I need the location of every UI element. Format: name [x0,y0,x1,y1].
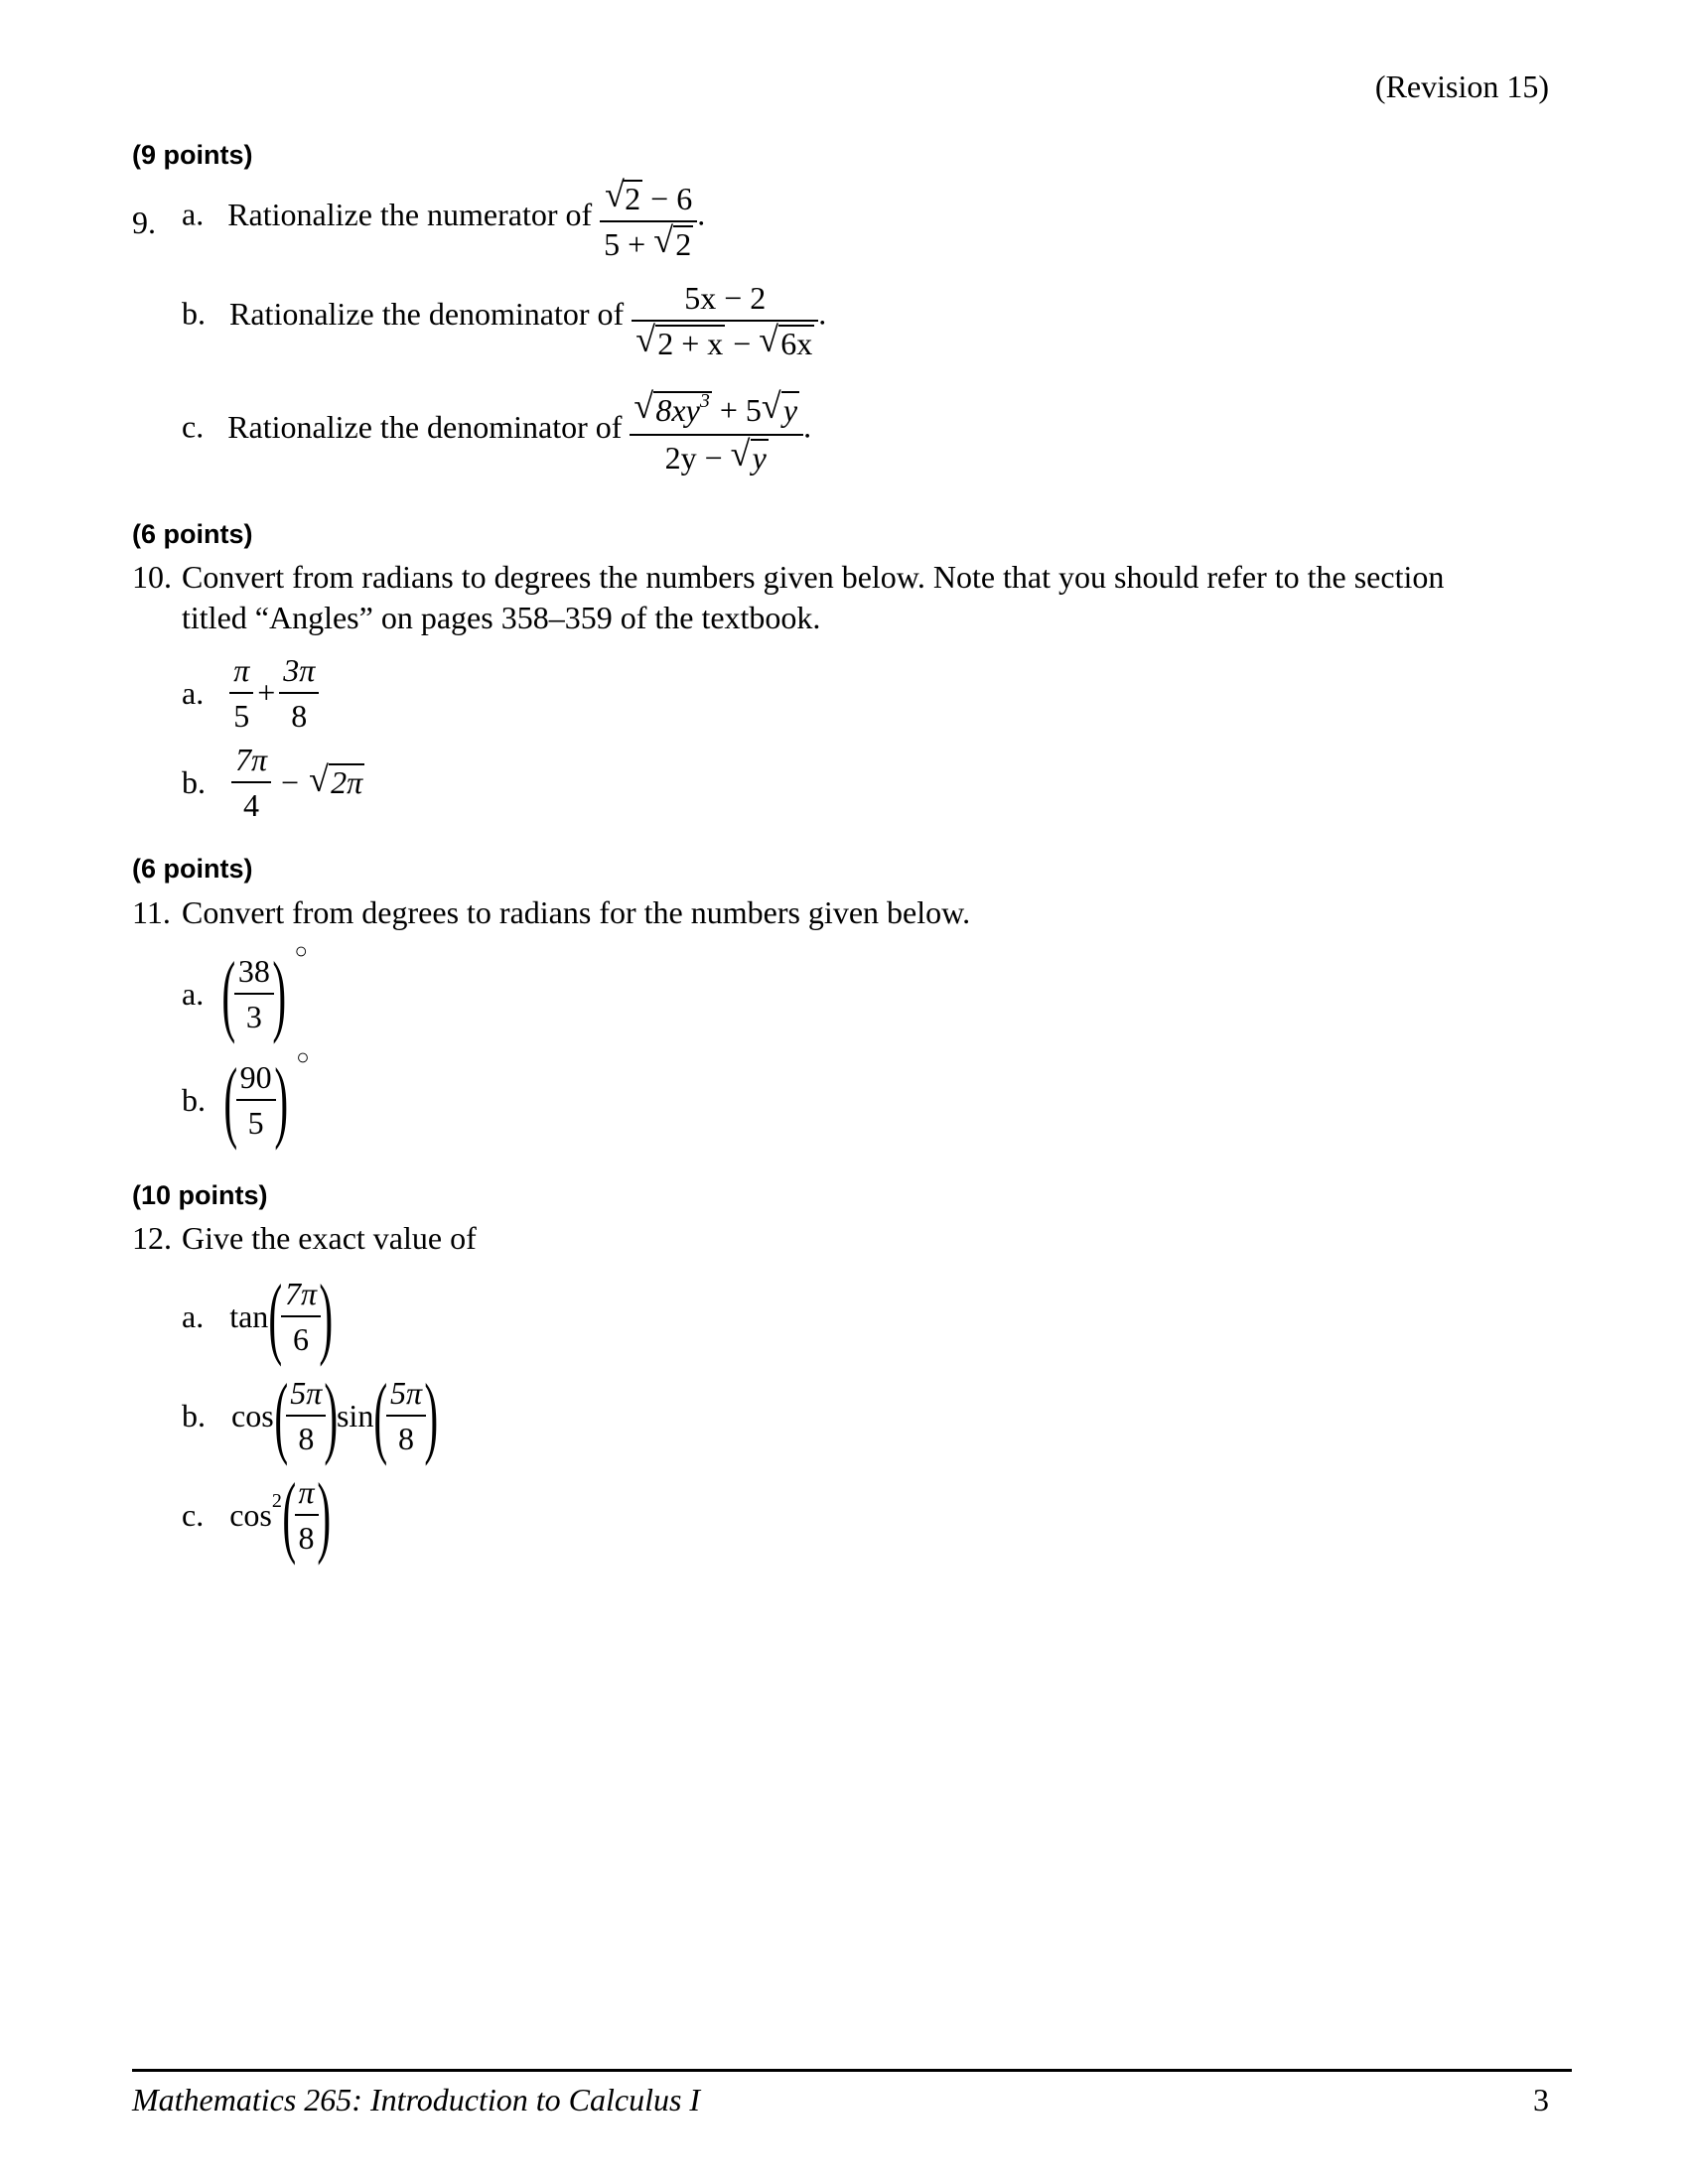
q9b-numerator: 5x − 2 [632,278,818,322]
q12a-label: a. [182,1298,205,1334]
points-label-q11: (6 points) [132,854,253,884]
q12c-row: c. cos2( $\frac{\pi}{8}$ ) [182,1464,331,1566]
footer-course-title: Mathematics 265: Introduction to Calculus I [132,2082,701,2117]
q12c-fraction: $\frac{\pi}{8}$ [295,1472,319,1558]
q10b-row [182,740,364,825]
q12b-row: b. cos( $\frac{5\pi}{8}$ )sin( $\frac{5\pi}{8}$ ) [182,1365,439,1466]
q9b-text: Rationalize the denominator of [229,295,625,332]
q9b-denominator: √ 2 + x − √ 6x [632,322,818,363]
q11a-label: a. [182,976,205,1012]
q12c-exponent: 2 [271,1489,282,1512]
q11a-degree-symbol: ○ [294,937,308,963]
q10a-label: a. [182,675,205,711]
q11b-row: b. ( $\frac{90}{5}$ ) ○ [182,1043,310,1151]
q10a-fraction-2: $\frac{3\pi}{8}$ [279,650,319,736]
q10-text-line1: Convert from radians to degrees the numbers given below. Note that you should refer to the section [182,559,1445,595]
q10a-fraction-1: $\frac{\pi}{5}$ [229,650,253,736]
points-label-q12: (10 points) [132,1180,268,1210]
q9b-fraction [632,278,818,363]
q11b-degree-symbol: ○ [296,1043,310,1069]
q10b-sqrt-term: √ 2π [309,764,364,800]
q12b-function-sin: sin [336,1397,374,1433]
q12a-function: tan [229,1297,269,1334]
q9c-denominator: 2y − √ y [630,436,803,478]
q9c-text: Rationalize the denominator of [227,408,623,445]
footer-page-number: 3 [1533,2082,1549,2117]
q9c-row: c. Rationalize the denominator of √ $\frac{8xy^3 + 5√ y}{2y - √ y}$ . [182,390,811,478]
q10a-row [182,650,319,736]
q12b-function-cos: cos [231,1397,274,1433]
q9a-fraction [600,179,697,264]
q12a-row: a. tan( $\frac{7\pi}{6}$ ) [182,1266,334,1367]
q11a-fraction: $\frac{38}{3}$ [234,951,274,1036]
points-label-q10: (6 points) [132,519,253,549]
q12b-fraction-1: $\frac{5\pi}{8}$ [286,1373,326,1458]
q9b-row: b. Rationalize the denominator of 5x − 2 √ 2 + x − √ 6x . [182,278,826,363]
q12-text: Give the exact value of [182,1220,477,1256]
q9a-label: a. [182,196,205,232]
q9a-row: a. Rationalize the numerator of √ $\frac{2 - 6}{5 + √ 2}$ . [182,179,705,264]
q12a-fraction: $\frac{7\pi}{6}$ [281,1274,321,1359]
q9c-label: c. [182,408,205,445]
q11b-label: b. [182,1082,206,1118]
question-number-9: 9. [132,205,156,240]
q10b-fraction: $\frac{7\pi}{4}$ [231,740,271,825]
q9b-label: b. [182,295,206,332]
q10a-operator: + [257,674,276,711]
q10-text-line2: titled “Angles” on pages 358–359 of the textbook. [182,600,821,635]
q12c-function: cos [229,1496,272,1533]
q11b-fraction: $\frac{90}{5}$ [236,1057,276,1143]
q9c-numerator: √ $8xy^3 + 5√$ y [630,390,803,436]
q11-text: Convert from degrees to radians for the numbers given below. [182,894,971,930]
q12b-label: b. [182,1398,206,1433]
points-label-q9: (9 points) [132,140,253,170]
q9a-text: Rationalize the numerator of [227,196,593,232]
revision-label: (Revision 15) [1374,68,1549,104]
q9a-denominator: 5 + √ 2 [600,222,697,264]
question-number-11: 11. [132,894,171,930]
footer-rule [132,2069,1572,2072]
q12c-label: c. [182,1497,205,1533]
q9c-fraction [630,390,803,478]
question-number-12: 12. [132,1220,172,1256]
q10b-operator: − [281,763,300,800]
q10b-label: b. [182,764,206,800]
q11a-row: a. ( $\frac{38}{3}$ ) ○ [182,937,308,1044]
q9a-numerator: √ 2 − 6 [600,179,697,222]
question-number-10: 10. [132,559,172,595]
q12b-fraction-2: $\frac{5\pi}{8}$ [386,1373,426,1458]
